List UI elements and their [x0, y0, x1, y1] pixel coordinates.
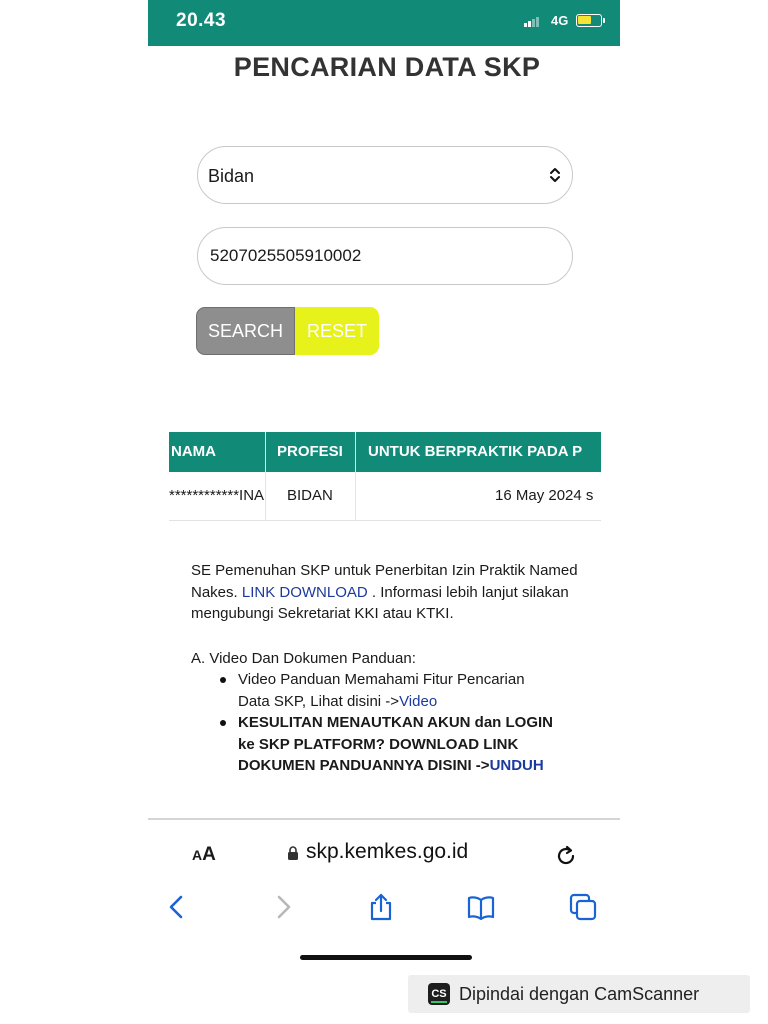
notice-text-more: . Informasi lebih lanjut silakan mengubungi Sekretariat KKI atau KTKI.: [191, 583, 569, 622]
address-bar[interactable]: skp.kemkes.go.id: [306, 840, 469, 863]
cell-tanggal: 16 May 2024 s: [495, 487, 594, 504]
guide-item-video-text: Video Panduan Memahami Fitur Pencarian Data SKP, Lihat disini ->: [238, 671, 525, 710]
table-row: [169, 472, 601, 521]
lock-icon: [287, 846, 299, 860]
tabs-icon[interactable]: [568, 892, 598, 922]
camscanner-watermark: [408, 975, 750, 1013]
list-item: [218, 712, 558, 777]
column-header-praktik: UNTUK BERPRAKTIK PADA P: [368, 443, 583, 460]
text-size-button[interactable]: [192, 844, 216, 866]
text-size-big: A: [202, 844, 216, 865]
profession-select-value: Bidan: [208, 166, 255, 186]
results-table: [169, 432, 601, 522]
cell-profesi: BIDAN: [287, 487, 333, 504]
download-link[interactable]: LINK DOWNLOAD: [241, 583, 368, 601]
watermark-text: Dipindai dengan CamScanner: [459, 984, 700, 1004]
bookmarks-icon[interactable]: [466, 892, 496, 922]
profession-select[interactable]: [197, 146, 573, 204]
home-indicator: [300, 955, 472, 960]
text-size-small: A: [192, 847, 203, 863]
network-type: 4G: [551, 13, 569, 28]
notice-text: SE Pemenuhan SKP untuk Penerbitan Izin Praktik Named Nakes.: [191, 562, 578, 601]
guide-heading: A. Video Dan Dokumen Panduan:: [191, 650, 416, 667]
signal-icon: [524, 16, 540, 27]
status-bar: [148, 0, 620, 46]
page-title: PENCARIAN DATA SKP: [233, 52, 541, 82]
skp-notice: [191, 560, 591, 625]
reset-button[interactable]: RESET: [295, 307, 379, 355]
guide-list: [218, 669, 558, 777]
camscanner-logo-icon: CS: [428, 983, 450, 1005]
share-icon[interactable]: [366, 892, 396, 922]
back-icon[interactable]: [162, 892, 192, 922]
battery-icon: [576, 14, 602, 27]
search-button[interactable]: SEARCH: [196, 307, 295, 355]
select-arrows-icon: [548, 165, 562, 185]
column-header-profesi: PROFESI: [277, 443, 343, 460]
browser-toolbar: [148, 820, 620, 970]
video-link[interactable]: Video: [399, 692, 438, 710]
cell-nama: ************INA: [169, 487, 265, 504]
list-item: [218, 669, 558, 712]
phone-screen: [148, 0, 620, 970]
table-header: [169, 432, 601, 472]
status-time: 20.43: [176, 10, 227, 31]
id-number-input[interactable]: [197, 227, 573, 285]
forward-icon[interactable]: [268, 892, 298, 922]
column-header-nama: NAMA: [171, 443, 216, 460]
unduh-link[interactable]: UNDUH: [489, 757, 544, 774]
guide-item-doc-text: KESULITAN MENAUTKAN AKUN dan LOGIN ke SKP PLATFORM? DOWNLOAD LINK DOKUMEN PANDUANNYA DISINI ->: [238, 714, 553, 774]
reload-icon[interactable]: [554, 844, 578, 868]
